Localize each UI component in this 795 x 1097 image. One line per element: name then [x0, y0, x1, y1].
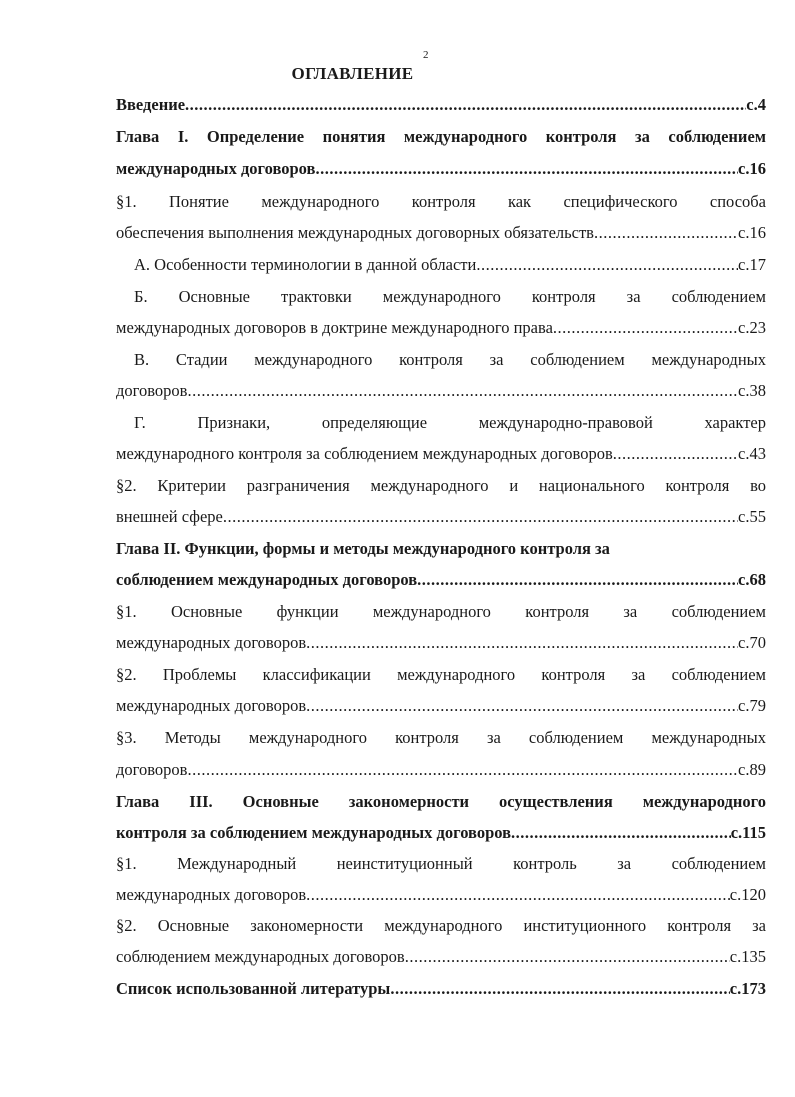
toc-section-1-1	[116, 222, 766, 244]
dot-leader	[223, 506, 738, 528]
dot-leader	[511, 822, 731, 844]
toc-entry-text: международных договоров	[116, 885, 307, 904]
toc-subsection-g	[116, 443, 766, 465]
toc-page-ref: с.16	[738, 223, 766, 242]
toc-section-1-2-line1: §2. Критерии разграничения международного и национального контроля во	[116, 476, 766, 495]
toc-section-3-1	[116, 884, 766, 906]
toc-entry-text: Список использованной литературы	[116, 979, 391, 998]
toc-chapter-3	[116, 822, 766, 844]
toc-subsection-v	[116, 380, 766, 402]
toc-page-ref: с.68	[738, 570, 766, 589]
dot-leader	[476, 254, 738, 276]
dot-leader	[187, 759, 738, 781]
toc-section-2-2	[116, 695, 766, 717]
toc-entry-text: международных договоров	[116, 633, 307, 652]
toc-section-2-3-line1: §3. Методы международного контроля за соблюдением международных	[116, 728, 766, 747]
toc-section-3-2-line1: §2. Основные закономерности международного институционного контроля за	[116, 916, 766, 935]
dot-leader	[306, 695, 738, 717]
dot-leader	[315, 158, 738, 180]
toc-section-2-1	[116, 632, 766, 654]
toc-section-2-1-line1: §1. Основные функции международного контроля за соблюдением	[116, 602, 766, 621]
toc-entry-text: контроля за соблюдением международных договоров	[116, 823, 512, 842]
toc-chapter-3-line1: Глава III. Основные закономерности осуществления международного	[116, 792, 766, 811]
toc-subsection-b	[116, 317, 766, 339]
toc-chapter-1-line1: Глава I. Определение понятия международного контроля за соблюдением	[116, 127, 766, 146]
page-title: ОГЛАВЛЕНИЕ	[291, 64, 414, 83]
toc-entry-text: А. Особенности терминологии в данной области	[134, 255, 477, 274]
toc-page-ref: с.4	[746, 95, 766, 114]
dot-leader	[306, 632, 738, 654]
toc-entry-text: соблюдением международных договоров	[116, 947, 405, 966]
dot-leader	[390, 978, 729, 1000]
toc-subsection-a	[116, 254, 766, 276]
toc-page-ref: с.55	[738, 507, 766, 526]
toc-page-ref: с.135	[729, 947, 766, 966]
toc-entry-text: обеспечения выполнения международных договорных обязательств	[116, 223, 594, 242]
toc-page-ref: с.16	[738, 159, 766, 178]
toc-section-3-1-line1: §1. Международный неинституционный контроль за соблюдением	[116, 854, 766, 873]
toc-entry-text: договоров	[116, 760, 188, 779]
toc-subsection-v-line1: В. Стадии международного контроля за соблюдением международных	[134, 350, 766, 369]
dot-leader	[417, 569, 738, 591]
toc-page-ref: с.38	[738, 381, 766, 400]
dot-leader	[553, 317, 738, 339]
toc-entry-introduction	[116, 94, 766, 116]
dot-leader	[613, 443, 738, 465]
toc-bibliography	[116, 978, 766, 1000]
page-number: 2	[423, 49, 429, 61]
toc-page-ref: с.23	[738, 318, 766, 337]
toc-subsection-b-line1: Б. Основные трактовки международного контроля за соблюдением	[134, 287, 766, 306]
toc-chapter-2	[116, 569, 766, 591]
toc-subsection-g-line1: Г. Признаки, определяющие международно-правовой характер	[134, 413, 766, 432]
toc-page-ref: с.89	[738, 760, 766, 779]
toc-page-ref: с.70	[738, 633, 766, 652]
toc-page-ref: с.120	[729, 885, 766, 904]
dot-leader	[405, 946, 730, 968]
toc-page-ref: с.79	[738, 696, 766, 715]
dot-leader	[185, 94, 746, 116]
toc-page-ref: с.115	[730, 823, 766, 842]
toc-entry-text: международных договоров в доктрине международного права	[116, 318, 553, 337]
toc-section-3-2	[116, 946, 766, 968]
dot-leader	[306, 884, 730, 906]
toc-section-2-2-line1: §2. Проблемы классификации международного контроля за соблюдением	[116, 665, 766, 684]
toc-entry-text: международных договоров	[116, 696, 307, 715]
toc-page-ref: с.173	[729, 979, 766, 998]
toc-chapter-1	[116, 158, 766, 180]
toc-section-1-2	[116, 506, 766, 528]
toc-page-ref: с.43	[738, 444, 766, 463]
toc-page-ref: с.17	[738, 255, 766, 274]
toc-entry-text: международных договоров	[116, 159, 316, 178]
toc-entry-text: договоров	[116, 381, 188, 400]
toc-entry-text: Введение	[116, 95, 186, 114]
toc-section-2-3	[116, 759, 766, 781]
toc-section-1-1-line1: §1. Понятие международного контроля как специфического способа	[116, 192, 766, 211]
dot-leader	[594, 222, 738, 244]
toc-entry-text: международного контроля за соблюдением международных договоров	[116, 444, 613, 463]
toc-entry-text: соблюдением международных договоров	[116, 570, 418, 589]
toc-entry-text: внешней сфере	[116, 507, 223, 526]
toc-chapter-2-line1: Глава II. Функции, формы и методы международного контроля за	[116, 539, 610, 558]
dot-leader	[187, 380, 738, 402]
